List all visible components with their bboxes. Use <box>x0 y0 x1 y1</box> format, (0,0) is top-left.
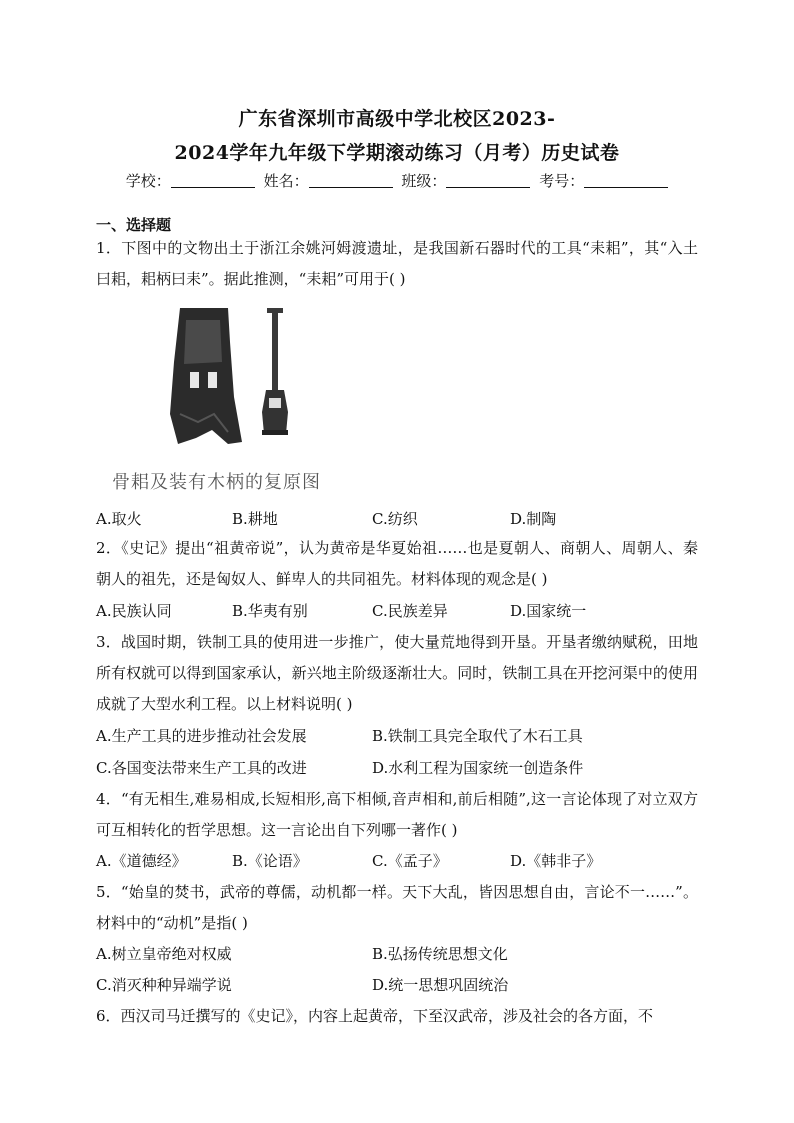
question-3-option-a[interactable]: A.生产工具的进步推动社会发展 <box>96 727 307 745</box>
question-2-text: 2．《史记》提出“祖黄帝说”，认为黄帝是华夏始祖……也是夏朝人、商朝人、周朝人、秦朝人的祖先，还是匈奴人、鲜卑人的共同祖先。材料体现的观念是( ) <box>96 539 698 588</box>
name-blank <box>309 173 393 188</box>
question-4-option-b[interactable]: B.《论语》 <box>232 852 308 870</box>
question-3-option-b[interactable]: B.铁制工具完全取代了木石工具 <box>372 727 583 745</box>
student-info-line <box>0 170 794 191</box>
question-1-option-a[interactable]: A.取火 <box>96 510 142 528</box>
question-2-option-a[interactable]: A.民族认同 <box>96 602 172 620</box>
question-5-options-row-1 <box>96 943 698 967</box>
question-2-option-d[interactable]: D.国家统一 <box>510 602 587 620</box>
class-label: 班级： <box>401 172 447 190</box>
exam-number-blank <box>584 173 668 188</box>
question-5-option-d[interactable]: D.统一思想巩固统治 <box>372 976 509 994</box>
question-2-option-c[interactable]: C.民族差异 <box>372 602 448 620</box>
question-5-options-row-2 <box>96 974 698 998</box>
question-3-options-row-1 <box>96 725 698 749</box>
section-title: 一、选择题 <box>96 216 172 234</box>
question-3-text: 3．战国时期，铁制工具的使用进一步推广，使大量荒地得到开垦。开垦者缴纳赋税，田地所有权就可以得到国家承认，新兴地主阶级逐渐壮大。同时，铁制工具在开挖河渠中的使用成就了大型水利工程。以上材料说明( ) <box>96 633 698 713</box>
question-3-options-row-2 <box>96 757 698 781</box>
question-4-option-c[interactable]: C.《孟子》 <box>372 852 448 870</box>
school-label: 学校： <box>125 172 171 190</box>
question-3-option-c[interactable]: C.各国变法带来生产工具的改进 <box>96 759 307 777</box>
question-5-option-a[interactable]: A.树立皇帝绝对权威 <box>96 945 232 963</box>
exam-number-label: 考号： <box>539 172 585 190</box>
exam-title-line-1: 广东省深圳市高级中学北校区2023- <box>238 108 556 130</box>
question-6-text: 6．西汉司马迁撰写的《史记》，内容上起黄帝，下至汉武帝，涉及社会的各方面，不 <box>96 1007 654 1025</box>
question-3-option-d[interactable]: D.水利工程为国家统一创造条件 <box>372 759 584 777</box>
question-1-option-d[interactable]: D.制陶 <box>510 510 557 528</box>
class-blank <box>446 173 530 188</box>
question-5-text: 5．“始皇的焚书，武帝的尊儒，动机都一样。天下大乱，皆因思想自由，言论不一……”。材料中的“动机”是指( ) <box>96 883 698 932</box>
question-4-options <box>96 850 698 874</box>
question-1-option-b[interactable]: B.耕地 <box>232 510 278 528</box>
question-5-option-c[interactable]: C.消灭种种异端学说 <box>96 976 232 994</box>
question-2-options <box>96 600 698 624</box>
question-4-option-d[interactable]: D.《韩非子》 <box>510 852 602 870</box>
question-1-options <box>96 508 698 532</box>
school-blank <box>171 173 255 188</box>
question-4-text: 4．“有无相生,难易相成,长短相形,高下相倾,音声相和,前后相随”,这一言论体现了对立双方可互相转化的哲学思想。这一言论出自下列哪一著作( ) <box>96 790 698 839</box>
question-1-option-c[interactable]: C.纺织 <box>372 510 418 528</box>
name-label: 姓名： <box>263 172 309 190</box>
exam-title-line-2: 2024学年九年级下学期滚动练习（月考）历史试卷 <box>174 142 620 164</box>
question-5-option-b[interactable]: B.弘扬传统思想文化 <box>372 945 508 963</box>
question-4-option-a[interactable]: A.《道德经》 <box>96 852 187 870</box>
question-1-text: 1．下图中的文物出土于浙江余姚河姆渡遗址，是我国新石器时代的工具“耒耜”，其“入土曰耜，耜柄曰耒”。据此推测，“耒耜”可用于( ) <box>96 239 698 288</box>
question-2-option-b[interactable]: B.华夷有别 <box>232 602 308 620</box>
bone-plough-figure <box>110 302 370 492</box>
figure-caption: 骨耜及装有木柄的复原图 <box>112 472 321 493</box>
